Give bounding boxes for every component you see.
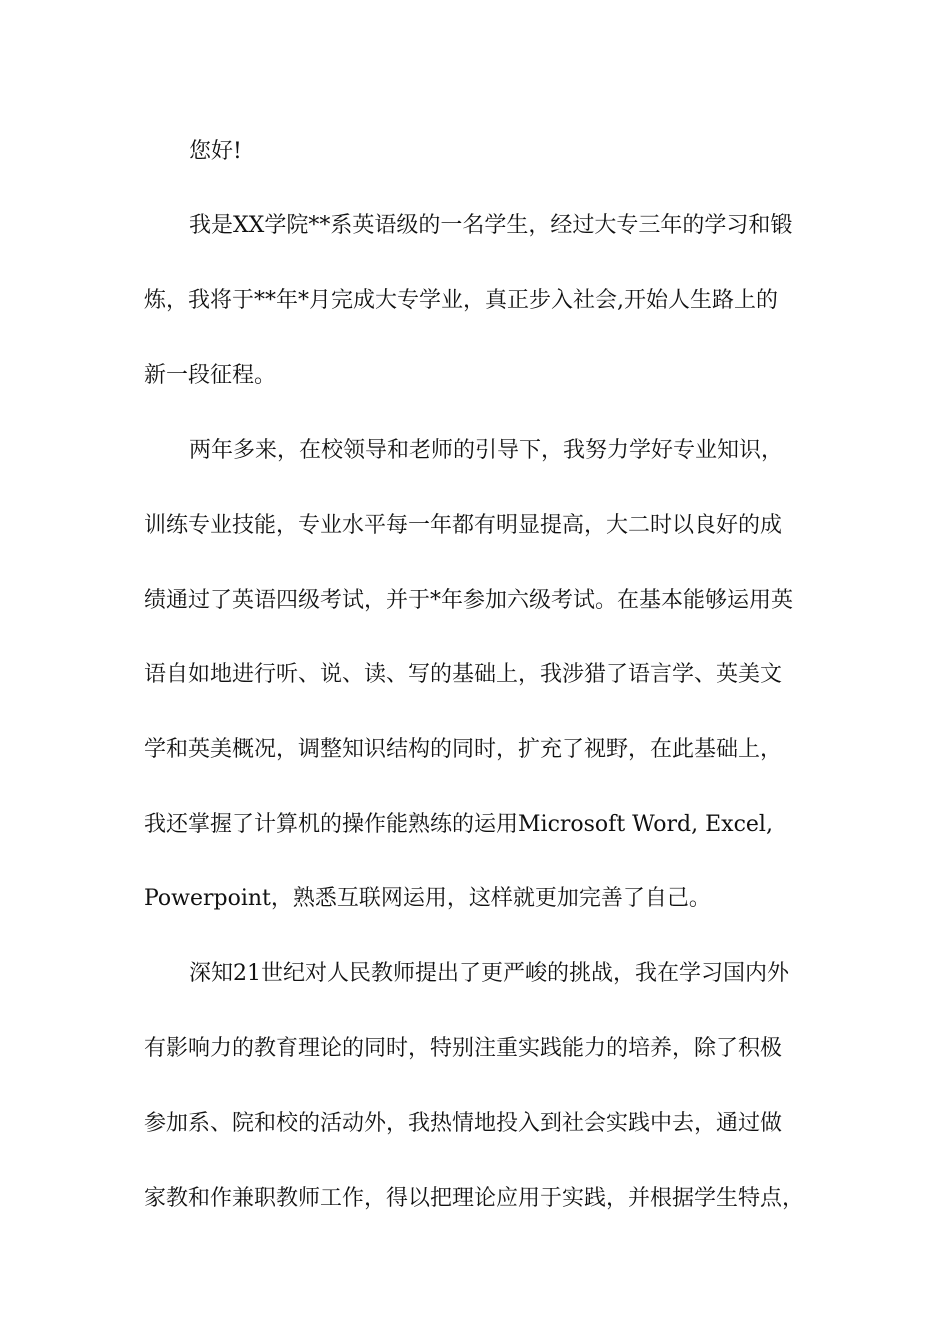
paragraph-2-line-3: 绩通过了英语四级考试，并于*年参加六级考试。在基本能够运用英 (144, 588, 794, 613)
paragraph-2-line-5: 学和英美概况，调整知识结构的同时，扩充了视野，在此基础上， (144, 737, 783, 762)
paragraph-3-line-1: 深知21世纪对人民教师提出了更严峻的挑战，我在学习国内外 (189, 961, 789, 986)
paragraph-2-line-2: 训练专业技能，专业水平每一年都有明显提高，大二时以良好的成 (144, 513, 783, 538)
paragraph-3-line-3: 参加系、院和校的活动外，我热情地投入到社会实践中去，通过做 (144, 1111, 783, 1136)
paragraph-1-line-3: 新一段征程。 (144, 363, 277, 388)
paragraph-2-line-1: 两年多来，在校领导和老师的引导下，我努力学好专业知识， (189, 438, 784, 463)
paragraph-2-line-6: 我还掌握了计算机的操作能熟练的运用Microsoft Word, Excel, (144, 812, 773, 837)
greeting-line: 您好! (189, 139, 242, 164)
paragraph-1-line-2: 炼，我将于**年*月完成大专学业，真正步入社会,开始人生路上的 (144, 288, 778, 313)
paragraph-1-line-1: 我是XX学院**系英语级的一名学生，经过大专三年的学习和锻 (189, 213, 793, 238)
paragraph-2-line-4: 语自如地进行听、说、读、写的基础上，我涉猎了语言学、英美文 (144, 662, 783, 687)
paragraph-3-line-4: 家教和作兼职教师工作，得以把理论应用于实践，并根据学生特点， (144, 1186, 805, 1211)
paragraph-3-line-2: 有影响力的教育理论的同时，特别注重实践能力的培养，除了积极 (144, 1036, 783, 1061)
paragraph-2-line-7: Powerpoint，熟悉互联网运用，这样就更加完善了自己。 (144, 886, 711, 911)
